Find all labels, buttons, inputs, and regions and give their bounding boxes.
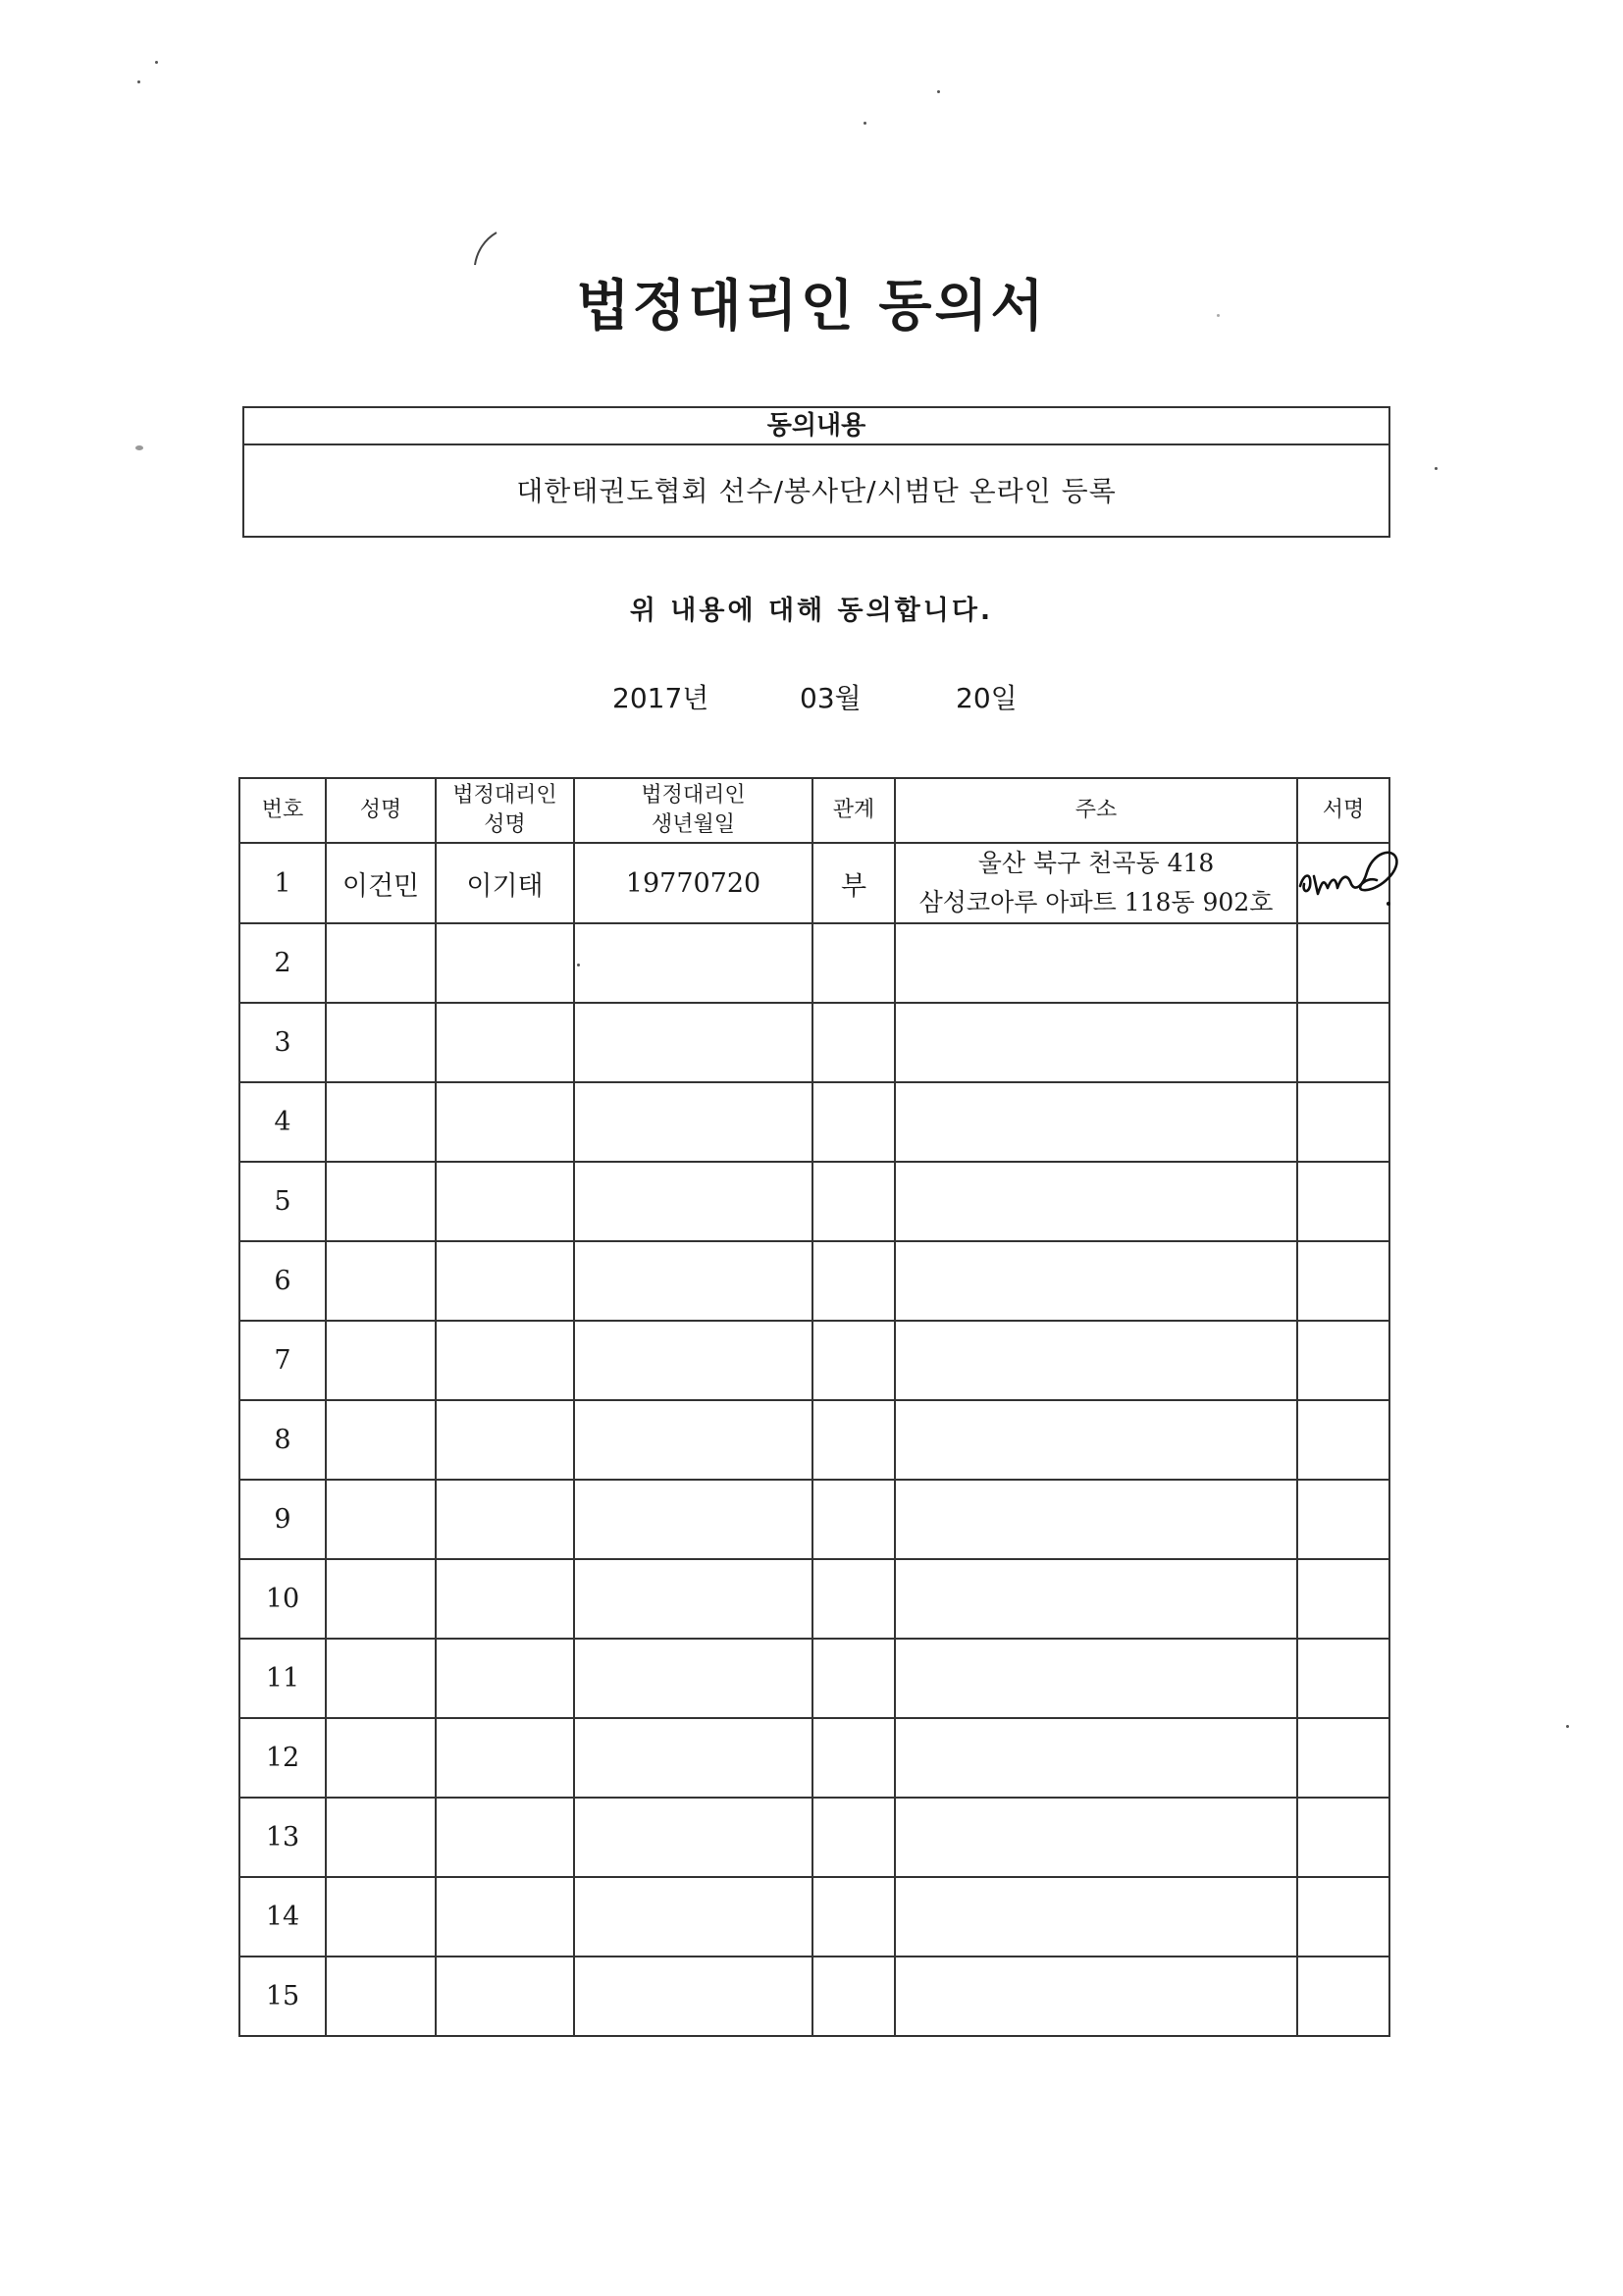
row-number: 10 [239,1559,326,1639]
scan-speck [1217,314,1220,317]
consent-content: 대한태권도협회 선수/봉사단/시범단 온라인 등록 [516,475,1117,507]
row-number: 7 [239,1321,326,1400]
row-number: 9 [239,1480,326,1559]
header-number: 번호 [239,778,326,843]
row-number: 15 [239,1957,326,2036]
row-number: 8 [239,1400,326,1480]
table-row [239,1400,1389,1480]
scan-speck [1566,1725,1569,1728]
row-number: 2 [239,923,326,1003]
table-row [239,1162,1389,1241]
table-row [239,1082,1389,1162]
agreement-statement: 위 내용에 대해 동의합니다. [629,596,994,626]
header-guardian-birth-line1: 법정대리인 [641,783,746,808]
header-guardian-name-line2: 성명 [484,812,526,837]
row-guardian-birth: 19770720 [574,843,812,923]
consent-header: 동의내용 [244,408,1388,445]
header-guardian-name-line1: 법정대리인 [452,783,557,808]
row-relation: 부 [812,843,895,923]
scan-speck [1435,467,1438,470]
scan-speck [864,122,866,125]
handwritten-signature [1294,843,1412,912]
row-address-line1: 울산 북구 천곡동 418 [977,849,1215,877]
row-number: 4 [239,1082,326,1162]
header-name: 성명 [326,778,436,843]
row-address [895,843,1297,923]
table-row [239,1321,1389,1400]
row-number: 6 [239,1241,326,1321]
row-number: 11 [239,1639,326,1718]
row-number: 3 [239,1003,326,1082]
table-row [239,1003,1389,1082]
scan-speck [155,61,158,64]
row-number: 1 [239,843,326,923]
table-row [239,1798,1389,1877]
date-year: 2017년 [612,682,709,714]
table-row [239,1241,1389,1321]
document-title: 법정대리인 동의서 [576,275,1047,339]
table-row [239,1639,1389,1718]
header-guardian-birth-line2: 생년월일 [651,812,735,837]
row-number: 14 [239,1877,326,1957]
date-month: 03월 [800,682,862,714]
scan-speck [137,80,140,83]
scan-speck [937,90,940,93]
date-day: 20일 [956,682,1018,714]
guardian-signature-table [238,777,1390,2037]
table-row [239,1718,1389,1798]
header-relation: 관계 [812,778,895,843]
table-row [239,1559,1389,1639]
header-address: 주소 [895,778,1297,843]
row-number: 5 [239,1162,326,1241]
row-address-line2: 삼성코아루 아파트 118동 902호 [918,888,1274,916]
consent-box [242,406,1390,538]
header-guardian-name [436,778,574,843]
scan-speck [135,445,143,450]
table-row [239,1957,1389,2036]
row-name: 이건민 [326,843,436,923]
table-header-row [239,778,1389,843]
table-row [239,923,1389,1003]
header-signature: 서명 [1297,778,1389,843]
row-number: 12 [239,1718,326,1798]
header-guardian-birth [574,778,812,843]
table-row [239,843,1389,923]
row-guardian-name: 이기태 [436,843,574,923]
row-signature [1297,843,1389,923]
row-number: 13 [239,1798,326,1877]
table-row [239,1877,1389,1957]
scan-speck [577,964,580,966]
table-row [239,1480,1389,1559]
